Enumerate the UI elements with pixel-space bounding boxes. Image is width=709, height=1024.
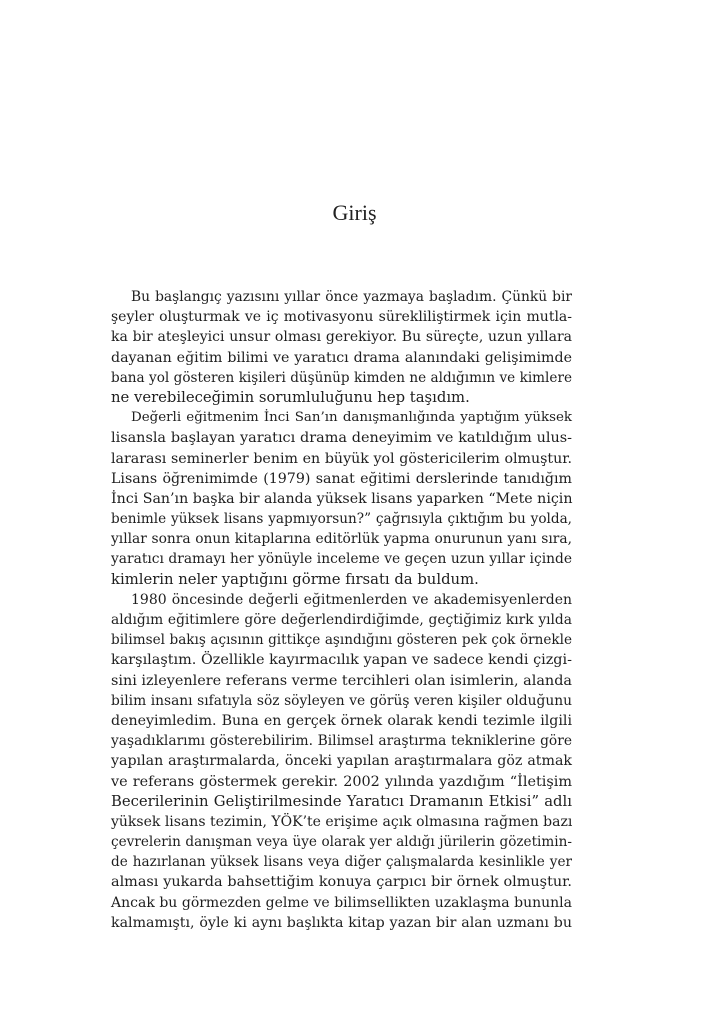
text-line: benimle yüksek lisans yapmıyorsun?” çağrısıyla çıktığım bu yolda,: [111, 511, 572, 528]
body-text: [111, 287, 572, 933]
text-line: Bu başlangıç yazısını yıllar önce yazmaya başladım. Çünkü bir: [131, 289, 572, 305]
text-line: bilim insanı sıfatıyla söz söyleyen ve görüş veren kişiler olduğunu: [111, 692, 572, 709]
text-line: yaşadıklarımı gösterebilirim. Bilimsel araştırma tekniklerine göre: [111, 733, 572, 750]
text-line: 1980 öncesinde değerli eğitmenlerden ve akademisyenlerden: [131, 591, 572, 608]
text-line: karşılaştım. Özellikle kayırmacılık yapan ve sadece kendi çizgi-: [111, 652, 572, 669]
text-line: çevrelerin danışman veya üye olarak yer aldığı jürilerin gözetimin-: [111, 834, 572, 851]
text-line: deneyimledim. Buna en gerçek örnek olarak kendi tezimle ilgili: [111, 712, 572, 729]
text-line: ka bir ateşleyici unsur olması gerekiyor. Bu süreçte, uzun yıllara: [111, 329, 572, 346]
text-line: bilimsel bakış açısının gittikçe aşındığını gösteren pek çok örnekle: [111, 632, 572, 649]
text-line: de hazırlanan yüksek lisans veya diğer çalışmalarda kesinlikle yer: [111, 854, 572, 871]
text-line: bana yol gösteren kişileri düşünüp kimden ne aldığımın ve kimlere: [111, 369, 572, 386]
text-line: yapılan araştırmalarda, önceki yapılan araştırmalara göz atmak: [111, 753, 572, 770]
text-line: kalmamıştı, öyle ki aynı başlıkta kitap yazan bir alan uzmanı bu: [111, 914, 572, 931]
text-line: yüksek lisans tezimin, YÖK’te erişime açık olmasına rağmen bazı: [111, 813, 573, 830]
text-line: yıllar sonra onun kitaplarına editörlük yapma onurunun yanı sıra,: [111, 531, 572, 548]
text-line: şeyler oluşturmak ve iç motivasyonu sürekliliştirmek için mutla-: [111, 309, 572, 326]
text-line: yaratıcı dramayı her yönüyle inceleme ve geçen uzun yıllar içinde: [111, 551, 572, 568]
text-line: İnci San’ın başka bir alanda yüksek lisans yaparken “Mete niçin: [111, 490, 573, 507]
text-line: aldığım eğitimlere göre değerlendirdiğimde, geçtiğimiz kırk yılda: [111, 612, 572, 628]
text-line: dayanan eğitim bilimi ve yaratıcı drama alanındaki gelişimimde: [111, 349, 572, 366]
text-line: sini izleyenlere referans verme tercihleri olan isimlerin, alanda: [111, 672, 572, 689]
text-line: Değerli eğitmenim İnci San’ın danışmanlığında yaptığım yüksek: [131, 410, 572, 426]
text-line: lararası seminerler benim en büyük yol göstericilerim olmuştur.: [111, 450, 572, 467]
text-line: kimlerin neler yaptığını görme fırsatı da buldum.: [111, 570, 479, 588]
text-line: Lisans öğrenimimde (1979) sanat eğitimi derslerinde tanıdığım: [111, 470, 572, 487]
text-line: Becerilerinin Geliştirilmesinde Yaratıcı Dramanın Etkisi” adlı: [111, 792, 572, 810]
text-line: ve referans göstermek gerekir. 2002 yılında yazdığım “İletişim: [111, 773, 572, 790]
text-line: Ancak bu görmezden gelme ve bilimsellikten uzaklaşma bununla: [111, 894, 572, 911]
text-line: ne verebileceğimin sorumluluğunu hep taşıdım.: [111, 388, 470, 406]
text-line: alması yukarda bahsettiğim konuya çarpıcı bir örnek olmuştur.: [111, 874, 572, 891]
page-title: Giriş: [332, 200, 377, 225]
text-line: lisansla başlayan yaratıcı drama deneyimim ve katıldığım ulus-: [111, 430, 572, 447]
